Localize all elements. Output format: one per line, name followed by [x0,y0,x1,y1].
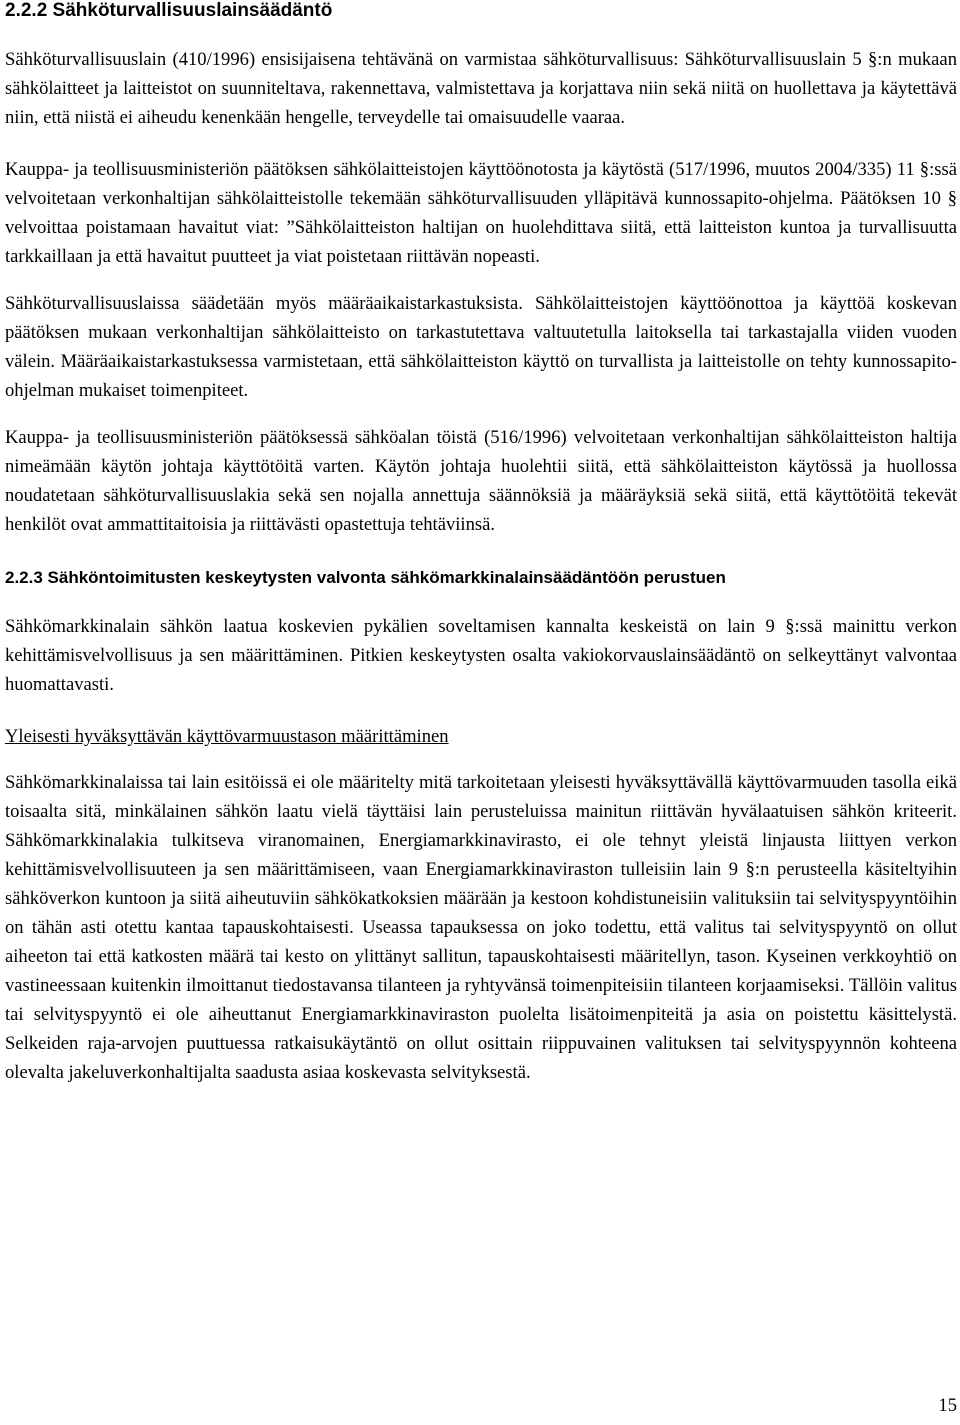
subheading-reliability-level: Yleisesti hyväksyttävän käyttövarmuustason määrittäminen [5,726,449,747]
paragraph-ministry-decision-517: Kauppa- ja teollisuusministeriön päätöksen sähkölaitteistojen käyttöönotosta ja käytöstä (517/1996, muutos 2004/335) 11 §:ssä velvoitetaan verkonhaltijan sähkölaitteistolle tekemään sähköturvallisuuden ylläpitävä kunnossapito-ohjelma. Päätöksen 10 § velvoittaa poistamaan havaitut viat: ”Sähkölaitteiston haltijan on huolehdittava siitä, että laitteiston kuntoa ja turvallisuutta tarkkaillaan ja että havaitut puutteet ja viat poistetaan riittävän nopeasti. [5,159,957,267]
paragraph-ministry-decision-516: Kauppa- ja teollisuusministeriön päätöksessä sähköalan töistä (516/1996) velvoitetaan verkonhaltijan sähkölaitteiston haltija nimeämään käytön johtaja käyttötöitä varten. Käytön johtaja huolehtii siitä, että sähkölaitteiston käytössä ja huollossa noudatetaan sähköturvallisuuslakia sekä sen nojalla annettuja säännöksiä ja määräyksiä sekä siitä, että käyttötöitä tekevät henkilöt ovat ammattitaitoisia ja riittävästi opastettuja tehtäviinsä. [5,427,957,535]
section-heading-2-2-3: 2.2.3 Sähköntoimitusten keskeytysten valvonta sähkömarkkinalainsäädäntöön perustuen [5,568,726,587]
section-heading-2-2-2: 2.2.2 Sähköturvallisuuslainsäädäntö [5,0,333,21]
page-number: 15 [938,1395,957,1416]
paragraph-electrical-safety-act: Sähköturvallisuuslain (410/1996) ensisijaisena tehtävänä on varmistaa sähköturvallisuus: Sähköturvallisuuslain 5 §:n mukaan sähkölaitteet ja laitteistot on suunniteltava, rakennettava, valmistettava ja korjattava niin sekä niitä on huollettava ja käytettävä niin, että niistä ei aiheudu kenenkään hengelle, terveydelle tai omaisuudelle vaaraa. [5,49,957,128]
paragraph-market-act-intro: Sähkömarkkinalain sähkön laatua koskevien pykälien soveltamisen kannalta keskeistä on lain 9 §:ssä mainittu verkon kehittämisvelvollisuus ja sen määrittäminen. Pitkien keskeytysten osalta vakiokorvauslainsäädäntö on selkeyttänyt valvontaa huomattavasti. [5,616,957,695]
paragraph-reliability-body: Sähkömarkkinalaissa tai lain esitöissä ei ole määritelty mitä tarkoitetaan yleisesti hyväksyttävällä käyttövarmuuden tasolla eikä toisaalta sitä, minkälainen sähkön laatu vielä täyttäisi lain perusteluissa mainitun riittävän hyvälaatuisen sähkön kriteerit. Sähkömarkkinalakia tulkitseva viranomainen, Energiamarkkinavirasto, ei ole tehnyt yleistä linjausta liittyen verkon kehittämisvelvollisuuteen ja sen määrittämiseen, vaan Energiamarkkinaviraston tulleisiin lain 9 §:n perusteella käsiteltyihin sähköverkon kuntoon ja siitä aiheutuviin sähkökatkoksien määrään ja kestoon kohdistuneisiin valituksiin tai selvityspyyntöihin on tähän asti otettu kantaa tapauskohtaisesti. Useassa tapauksessa on joko todettu, että valitus tai selvityspyyntö on ollut aiheeton tai että katkosten määrä tai kesto on ylittänyt sallitun, tapauskohtaisesti määritellyn, tason. Kyseinen verkkoyhtiö on vastineessaan kuitenkin ilmoittanut tiedostavansa tilanteen ja ryhtyvänsä toimenpiteisiin tilanteen korjaamiseksi. Tällöin valitus tai selvityspyyntö ei ole aiheuttanut Energiamarkkinaviraston puolelta lisätoimenpiteitä ja asia on poistettu käsittelystä. Selkeiden raja-arvojen puuttuessa ratkaisukäytäntö on ollut osittain riippuvainen valituksen tai selvityspyynnön kohteena olevalta jakeluverkonhaltijalta saadusta asiaa koskevasta selvityksestä. [5,772,957,1083]
paragraph-periodic-inspections: Sähköturvallisuuslaissa säädetään myös määräaikaistarkastuksista. Sähkölaitteistojen käyttöönottoa ja käyttöä koskevan päätöksen mukaan verkonhaltijan sähkölaitteisto on tarkastutettava valtuutetulla laitoksella tai tarkastajalla viiden vuoden välein. Määräaikaistarkastuksessa varmistetaan, että sähkölaitteiston käyttö on turvallista ja laitteistolle on tehty kunnossapito-ohjelman mukaiset toimenpiteet. [5,293,957,401]
document-page [5,0,957,1087]
